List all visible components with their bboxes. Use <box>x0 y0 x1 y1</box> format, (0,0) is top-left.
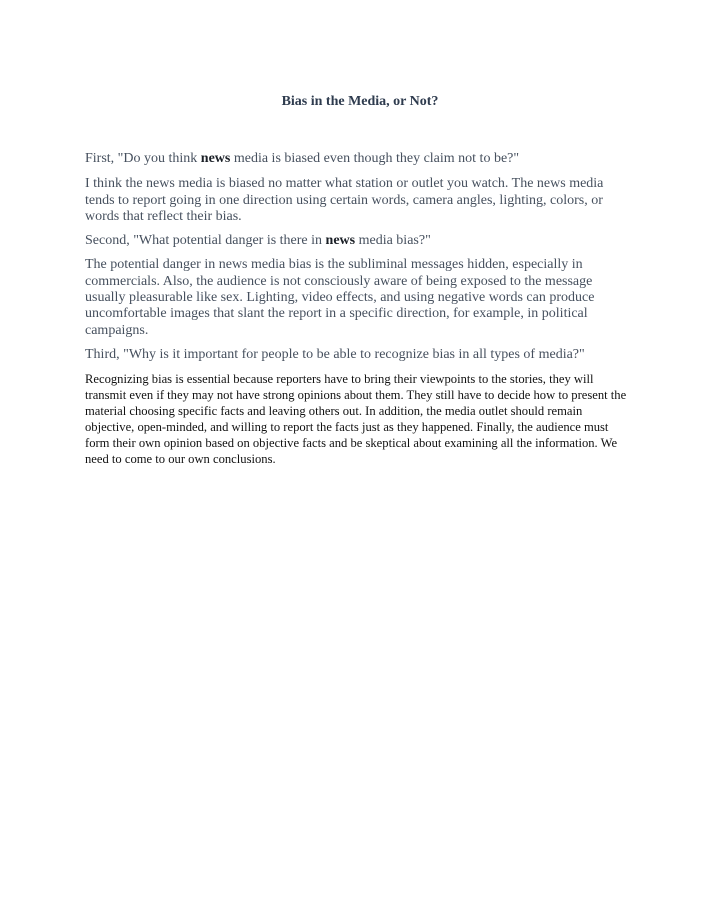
question-3: Third, "Why is it important for people to be able to recognize bias in all types of media?" <box>85 346 585 362</box>
question-2-text-start: Second, "What potential danger is there in <box>85 233 326 249</box>
question-2 <box>85 233 633 249</box>
question-1-text-end: media is biased even though they claim not to be?" <box>230 151 520 166</box>
question-1-text-start: First, "Do you think <box>85 151 201 166</box>
answer-3: Recognizing bias is essential because reporters have to bring their viewpoints to the stories, they will transmit even if they may not have strong opinions about them. They still have to decide how to present the material choosing specific facts and leaving others out. In addition, the media outlet should remain objective, open-minded, and willing to report the facts just as they happened. Finally, the audience must form their own opinion based on objective facts and be skeptical about examining all the information. We need to come to our own conclusions. <box>85 372 627 467</box>
document-title: Bias in the Media, or Not? <box>281 94 439 109</box>
answer-2: The potential danger in news media bias is the subliminal messages hidden, especially in commercials. Also, the audience is not consciously aware of being exposed to the message usually pleasurable like sex. Lighting, video effects, and using negative words can produce uncomfortable images that slant the report in a specific direction, for example, in political campaigns. <box>85 257 595 338</box>
document-page <box>85 93 633 475</box>
question-1 <box>85 151 633 167</box>
question-2-text-end: media bias?" <box>355 233 431 249</box>
question-1-bold-word: news <box>200 151 231 166</box>
question-2-bold-word: news <box>325 233 356 249</box>
answer-1: I think the news media is biased no matter what station or outlet you watch. The news media tends to report going in one direction using certain words, camera angles, lighting, colors, or words that reflect their bias. <box>85 176 604 224</box>
